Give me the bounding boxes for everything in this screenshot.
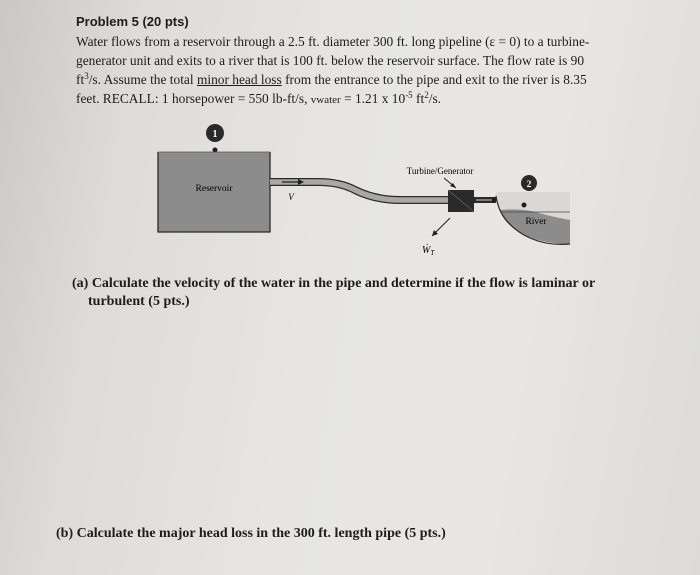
statement-line-1: Water flows from a reservoir through a 2.5 ft. diameter 300 ft. long pipeline (ε = 0) to a turbine- [76, 34, 590, 49]
statement-text: /s. Assume the total [88, 72, 197, 87]
recall-text: feet. RECALL: 1 horsepower = 550 lb-ft/s, [76, 91, 311, 106]
minor-head-loss-underlined: minor head loss [196, 72, 282, 87]
viscosity-unit: ft [412, 91, 425, 106]
pipeline-diagram-svg [150, 120, 570, 270]
reservoir-label: Reservoir [195, 184, 233, 194]
statement-text: from the entrance to the pipe and exit to the river is 8.35 [281, 72, 587, 87]
statement-line-2: generator unit and exits to a river that is 100 ft. below the reservoir surface. The flow rate is 90 [76, 53, 585, 68]
point-2-label: 2 [526, 180, 532, 190]
velocity-label: V [288, 192, 294, 202]
point-2-dot [522, 203, 527, 208]
viscosity-subscript: water [316, 94, 341, 106]
question-a-line-2: turbulent (5 pts.) [88, 294, 190, 309]
power-label [422, 244, 435, 257]
viscosity-unit-exponent: 2 [424, 90, 429, 100]
pipeline-diagram [150, 120, 570, 270]
power-subscript: T [430, 249, 435, 257]
point-1-label: 1 [212, 129, 218, 140]
pipe-fill [270, 182, 448, 200]
viscosity-symbol: v [310, 94, 317, 106]
question-a-line-1: (a) Calculate the velocity of the water in the pipe and determine if the flow is laminar or [72, 276, 596, 291]
flow-unit-exponent: 3 [84, 71, 89, 81]
river-label: River [525, 217, 547, 227]
viscosity-value: = 1.21 x 10 [340, 91, 406, 106]
viscosity-exponent: -5 [405, 90, 413, 100]
problem-title: Problem 5 (20 pts) [76, 14, 189, 29]
power-symbol: Ẇ [422, 245, 431, 256]
question-a [72, 275, 672, 311]
viscosity-unit-tail: /s. [428, 91, 441, 106]
statement-line-4 [76, 89, 676, 110]
flow-unit: ft [76, 72, 85, 87]
problem-statement [76, 32, 676, 110]
turbine-label: Turbine/Generator [406, 166, 474, 176]
statement-line-3 [76, 70, 676, 89]
question-b: (b) Calculate the major head loss in the 300 ft. length pipe (5 pts.) [56, 526, 446, 541]
